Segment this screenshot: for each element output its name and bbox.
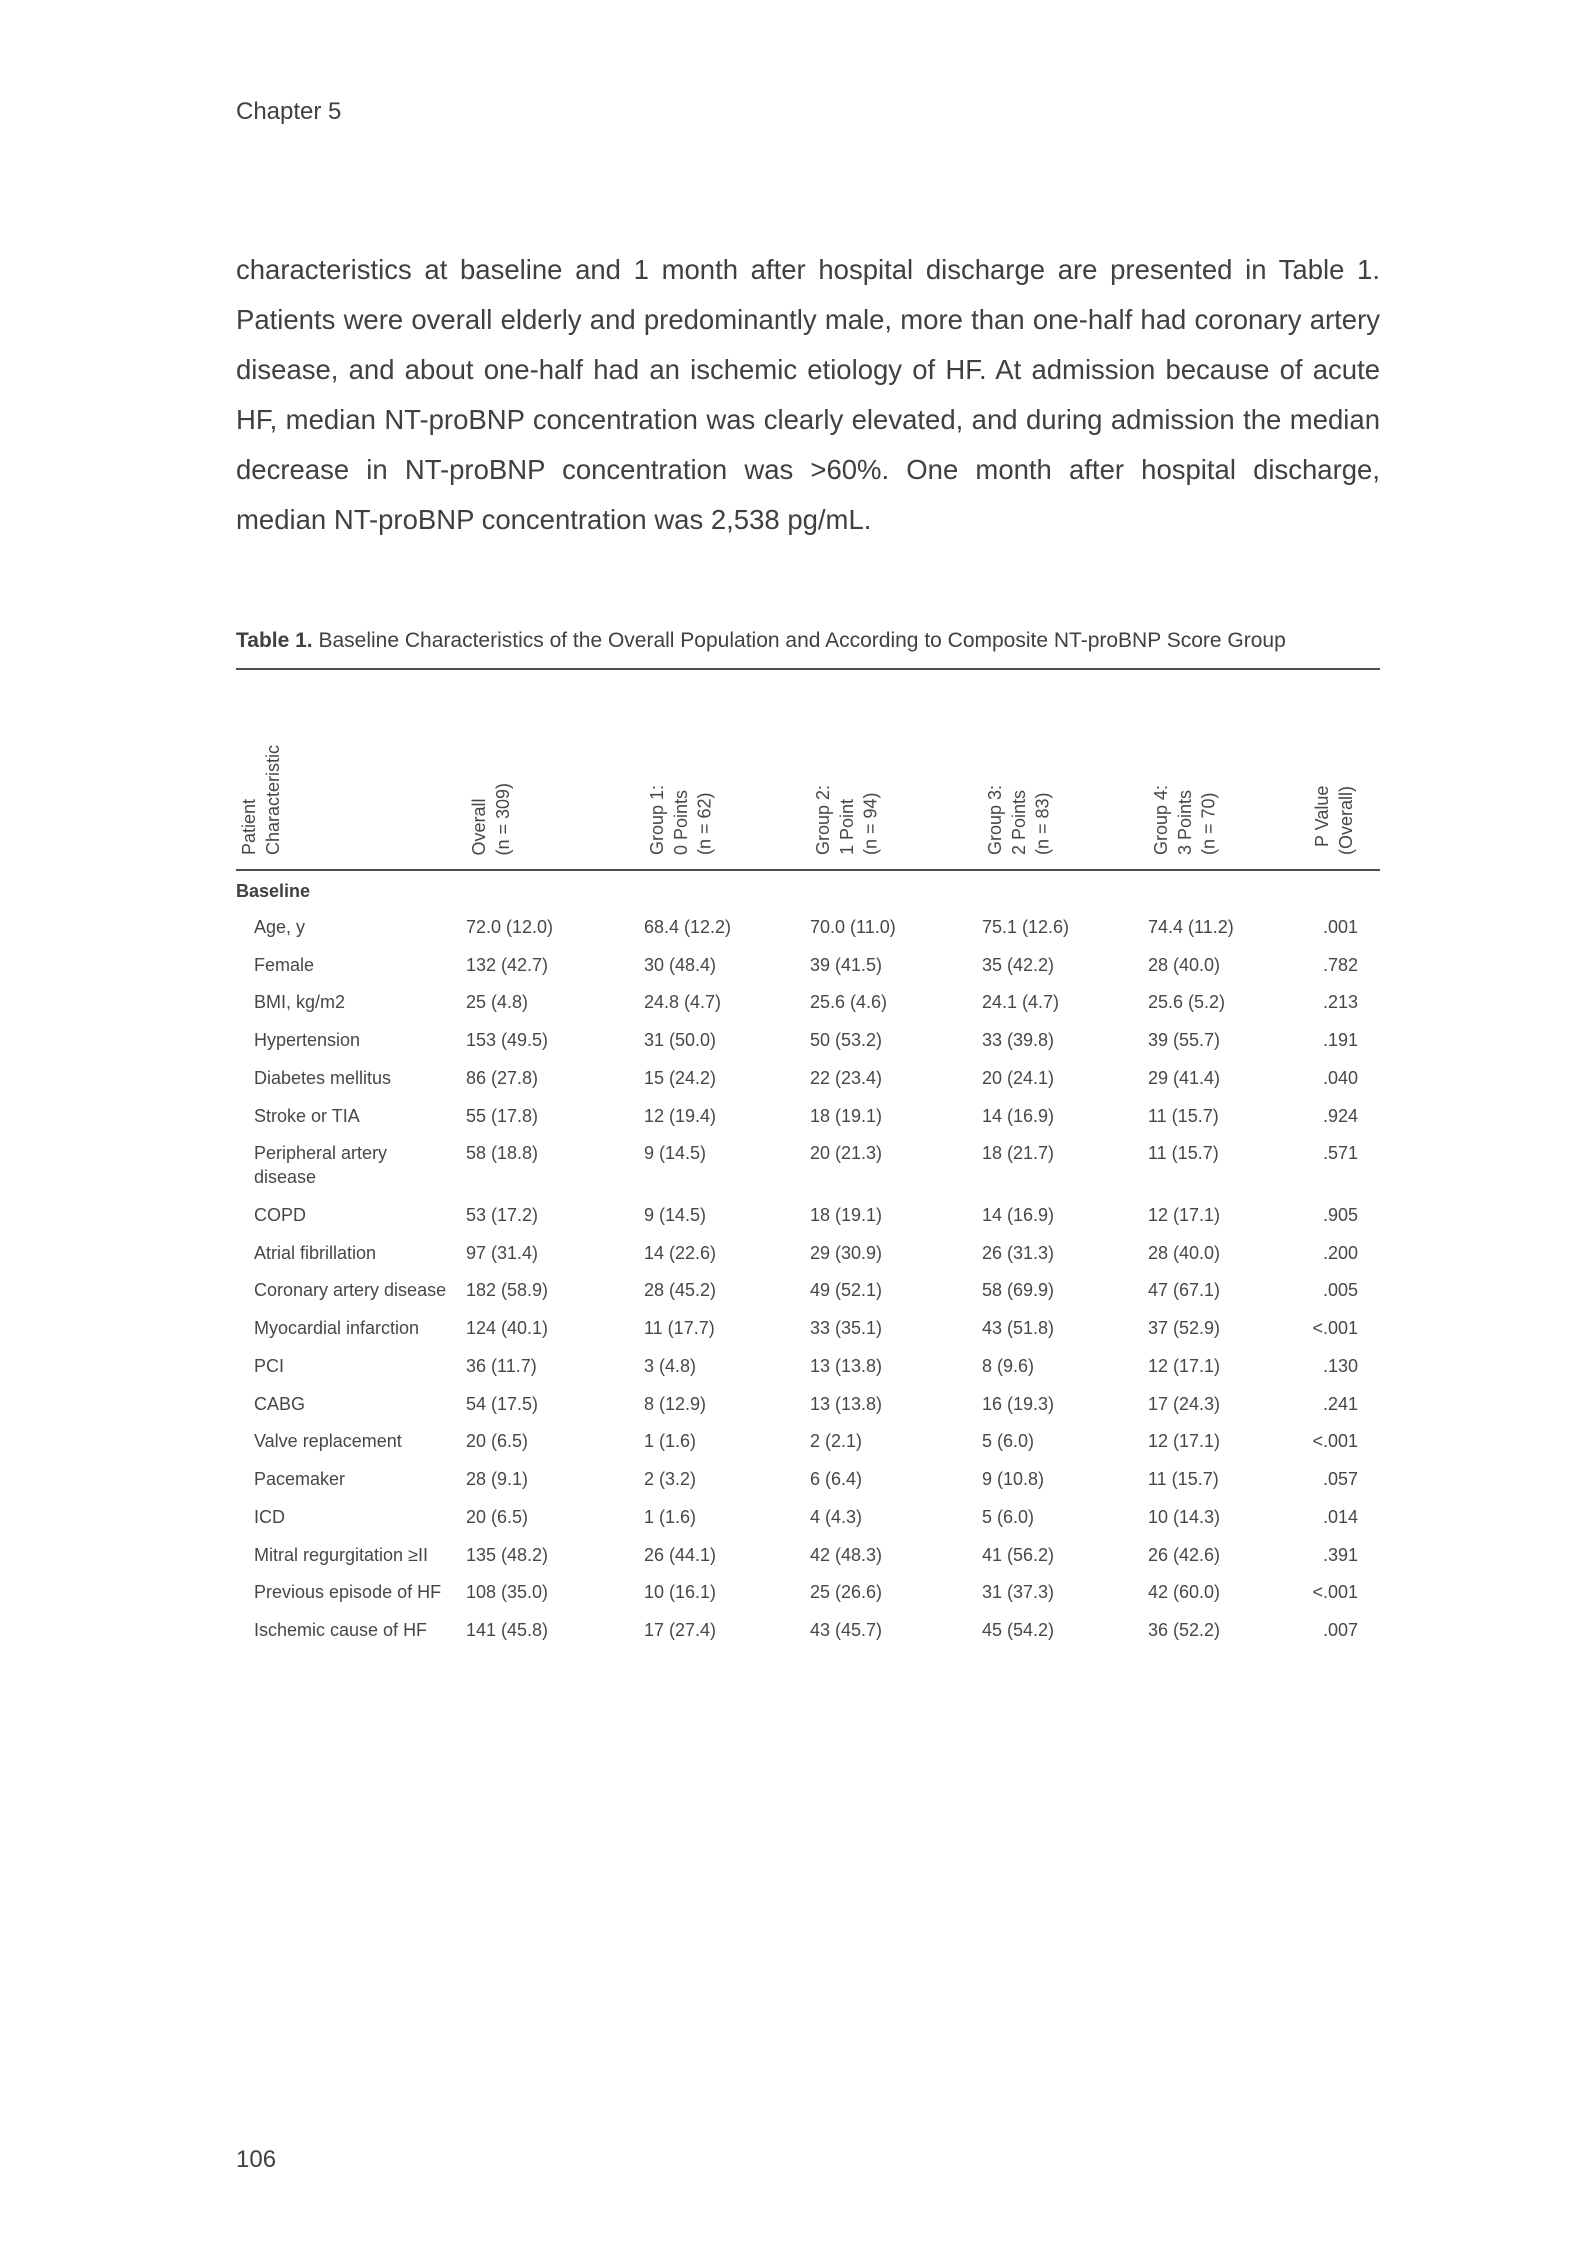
row-value: 41 (56.2) [982,1544,1055,1565]
row-value: 26 (42.6) [1148,1544,1221,1565]
rotated-header-label: Patient Characteristic [239,745,283,856]
row-value: 18 (19.1) [810,1105,883,1126]
table-row [236,1574,1380,1612]
table-header [236,669,1380,870]
row-value: 31 (50.0) [644,1030,717,1051]
table-header-row [236,669,1380,870]
running-head: Chapter 5 [236,98,342,125]
row-value: 14 (22.6) [644,1242,717,1263]
row-p-value: .213 [1322,992,1358,1013]
row-value: 70.0 (11.0) [810,916,896,937]
rotated-header-label: P Value (Overall) [1311,786,1356,856]
row-value: 14 (16.9) [982,1105,1055,1126]
row-label: Previous episode of HF [254,1582,442,1603]
row-label: Pacemaker [254,1469,346,1490]
row-value: 33 (35.1) [810,1318,883,1339]
row-value: 9 (14.5) [644,1204,707,1225]
row-value: 28 (40.0) [1148,1242,1221,1263]
row-value: 58 (18.8) [466,1143,539,1164]
row-value: 18 (21.7) [982,1143,1055,1164]
row-value: 4 (4.3) [810,1506,863,1527]
row-label: Peripheral artery disease [254,1143,388,1188]
row-label: Coronary artery disease [254,1280,447,1301]
row-value: 24.1 (4.7) [982,992,1060,1013]
row-value: 13 (13.8) [810,1393,883,1414]
row-p-value: .057 [1322,1469,1358,1490]
row-value: 33 (39.8) [982,1030,1055,1051]
row-value: 55 (17.8) [466,1105,539,1126]
row-value: 22 (23.4) [810,1067,883,1088]
row-value: 14 (16.9) [982,1204,1055,1225]
row-value: 12 (19.4) [644,1105,717,1126]
row-value: 12 (17.1) [1148,1355,1221,1376]
row-value: 28 (9.1) [466,1469,529,1490]
row-label: Hypertension [254,1030,361,1051]
rotated-header-label: Group 4: 3 Points (n = 70) [1151,785,1219,856]
rotated-header-label: Group 1: 0 Points (n = 62) [647,785,715,856]
row-value: 25.6 (4.6) [810,992,888,1013]
table-row [236,1537,1380,1575]
row-value: 12 (17.1) [1148,1431,1221,1452]
page-content [236,0,1380,1650]
table-caption-label: Table 1. [236,629,313,653]
row-value: 5 (6.0) [982,1506,1035,1527]
table-row [236,1612,1380,1650]
row-label: CABG [254,1393,306,1414]
row-value: 153 (49.5) [466,1030,549,1051]
row-value: 50 (53.2) [810,1030,883,1051]
row-value: 37 (52.9) [1148,1318,1221,1339]
row-p-value: .391 [1322,1544,1358,1565]
row-value: 58 (69.9) [982,1280,1055,1301]
column-header [236,669,466,870]
row-p-value: .782 [1322,954,1358,975]
row-value: 1 (1.6) [644,1431,697,1452]
row-value: 35 (42.2) [982,954,1055,975]
row-label: PCI [254,1355,285,1376]
row-p-value: .571 [1322,1143,1358,1164]
section-label: Baseline [236,881,311,902]
row-label: Valve replacement [254,1431,402,1452]
row-value: 42 (60.0) [1148,1582,1221,1603]
row-value: 17 (27.4) [644,1620,717,1641]
row-value: 8 (12.9) [644,1393,707,1414]
column-header [810,669,982,870]
column-header [644,669,810,870]
row-label: Mitral regurgitation ≥II [254,1544,428,1565]
row-value: 25 (4.8) [466,992,529,1013]
table-row [236,1022,1380,1060]
row-p-value: .905 [1322,1204,1358,1225]
column-header [466,669,644,870]
row-value: 9 (10.8) [982,1469,1045,1490]
row-value: 11 (17.7) [644,1318,715,1339]
row-p-value: .191 [1322,1030,1358,1051]
row-value: 28 (45.2) [644,1280,717,1301]
row-value: 49 (52.1) [810,1280,883,1301]
section-row [236,870,1380,909]
row-label: COPD [254,1204,307,1225]
row-value: 141 (45.8) [466,1620,549,1641]
row-value: 68.4 (12.2) [644,916,732,937]
row-value: 29 (41.4) [1148,1067,1221,1088]
row-p-value: .130 [1322,1355,1358,1376]
row-label: Atrial fibrillation [254,1242,377,1263]
row-label: Female [254,954,315,975]
rotated-header-label: Group 3: 2 Points (n = 83) [985,785,1053,856]
row-value: 20 (24.1) [982,1067,1055,1088]
row-p-value: .040 [1322,1067,1358,1088]
row-p-value: .924 [1322,1105,1358,1126]
row-value: 18 (19.1) [810,1204,883,1225]
row-value: 53 (17.2) [466,1204,539,1225]
row-value: 28 (40.0) [1148,954,1221,975]
row-p-value: .007 [1322,1620,1358,1641]
row-value: 30 (48.4) [644,954,717,975]
row-p-value: .001 [1322,916,1358,937]
row-value: 11 (15.7) [1148,1143,1219,1164]
row-value: 29 (30.9) [810,1242,883,1263]
row-p-value: .200 [1322,1242,1358,1263]
row-value: 36 (11.7) [466,1355,537,1376]
row-value: 6 (6.4) [810,1469,863,1490]
row-value: 36 (52.2) [1148,1620,1221,1641]
table-row [236,909,1380,947]
row-value: 31 (37.3) [982,1582,1055,1603]
rotated-header-label: Group 2: 1 Point (n = 94) [813,785,881,856]
row-value: 43 (45.7) [810,1620,883,1641]
table-row [236,1348,1380,1386]
table-row [236,1197,1380,1235]
row-value: 43 (51.8) [982,1318,1055,1339]
row-label: Ischemic cause of HF [254,1620,428,1641]
row-value: 20 (6.5) [466,1431,529,1452]
row-value: 26 (44.1) [644,1544,717,1565]
row-value: 13 (13.8) [810,1355,883,1376]
row-value: 108 (35.0) [466,1582,549,1603]
page-number: 106 [236,2146,277,2173]
table-row [236,1272,1380,1310]
table-row [236,1235,1380,1273]
row-label: Stroke or TIA [254,1105,360,1126]
column-header [982,669,1148,870]
row-value: 86 (27.8) [466,1067,539,1088]
row-p-value: <.001 [1312,1431,1358,1452]
row-value: 5 (6.0) [982,1431,1035,1452]
row-value: 9 (14.5) [644,1143,707,1164]
table-row [236,1423,1380,1461]
table-row [236,1060,1380,1098]
row-label: ICD [254,1506,285,1527]
baseline-characteristics-table [236,668,1380,1650]
row-value: 54 (17.5) [466,1393,539,1414]
row-label: Age, y [254,916,306,937]
table-row [236,1310,1380,1348]
row-value: 11 (15.7) [1148,1469,1219,1490]
table-row [236,1135,1380,1197]
row-value: 20 (6.5) [466,1506,529,1527]
row-p-value: .005 [1322,1280,1358,1301]
row-value: 135 (48.2) [466,1544,549,1565]
table-row [236,1386,1380,1424]
row-value: 25 (26.6) [810,1582,883,1603]
row-label: Myocardial infarction [254,1318,420,1339]
row-value: 16 (19.3) [982,1393,1055,1414]
row-value: 2 (3.2) [644,1469,697,1490]
row-p-value: .014 [1322,1506,1358,1527]
column-header [1288,669,1380,870]
table-row [236,1461,1380,1499]
row-value: 45 (54.2) [982,1620,1055,1641]
row-value: 39 (55.7) [1148,1030,1221,1051]
row-value: 10 (16.1) [644,1582,717,1603]
body-paragraph: characteristics at baseline and 1 month after hospital discharge are presented in Table 1. Patients were overall elderly and predominantly male, more than one-half had coronary artery disease, and about one-half had an ischemic etiology of HF. At admission because of acute HF, median NT-proBNP concentration was clearly elevated, and during admission the median decrease in NT-proBNP concentration was >60%. One month after hospital discharge, median NT-proBNP concentration was 2,538 pg/mL. [236,254,1380,536]
row-value: 20 (21.3) [810,1143,883,1164]
column-header [1148,669,1288,870]
table-caption-text: Baseline Characteristics of the Overall Population and According to Composite NT-proBNP Score Group [318,629,1286,653]
row-value: 47 (67.1) [1148,1280,1221,1301]
row-value: 3 (4.8) [644,1355,697,1376]
row-p-value: .241 [1322,1393,1358,1414]
table-row [236,1499,1380,1537]
row-value: 124 (40.1) [466,1318,549,1339]
row-value: 42 (48.3) [810,1544,883,1565]
row-value: 75.1 (12.6) [982,916,1070,937]
row-label: Diabetes mellitus [254,1067,392,1088]
row-value: 25.6 (5.2) [1148,992,1226,1013]
row-value: 1 (1.6) [644,1506,697,1527]
row-value: 8 (9.6) [982,1355,1035,1376]
row-value: 15 (24.2) [644,1067,717,1088]
row-value: 17 (24.3) [1148,1393,1221,1414]
table-body [236,870,1380,1650]
row-p-value: <.001 [1312,1318,1358,1339]
row-value: 97 (31.4) [466,1242,539,1263]
row-value: 39 (41.5) [810,954,883,975]
row-p-value: <.001 [1312,1582,1358,1603]
table-caption [236,625,1380,656]
row-value: 72.0 (12.0) [466,916,554,937]
row-value: 24.8 (4.7) [644,992,722,1013]
row-value: 182 (58.9) [466,1280,549,1301]
row-value: 12 (17.1) [1148,1204,1221,1225]
table-row [236,1098,1380,1136]
row-value: 10 (14.3) [1148,1506,1221,1527]
row-value: 2 (2.1) [810,1431,863,1452]
table-row [236,947,1380,985]
table-row [236,984,1380,1022]
row-value: 11 (15.7) [1148,1105,1219,1126]
row-label: BMI, kg/m2 [254,992,346,1013]
rotated-header-label: Overall (n = 309) [469,782,513,856]
row-value: 26 (31.3) [982,1242,1055,1263]
row-value: 132 (42.7) [466,954,549,975]
row-value: 74.4 (11.2) [1148,916,1234,937]
